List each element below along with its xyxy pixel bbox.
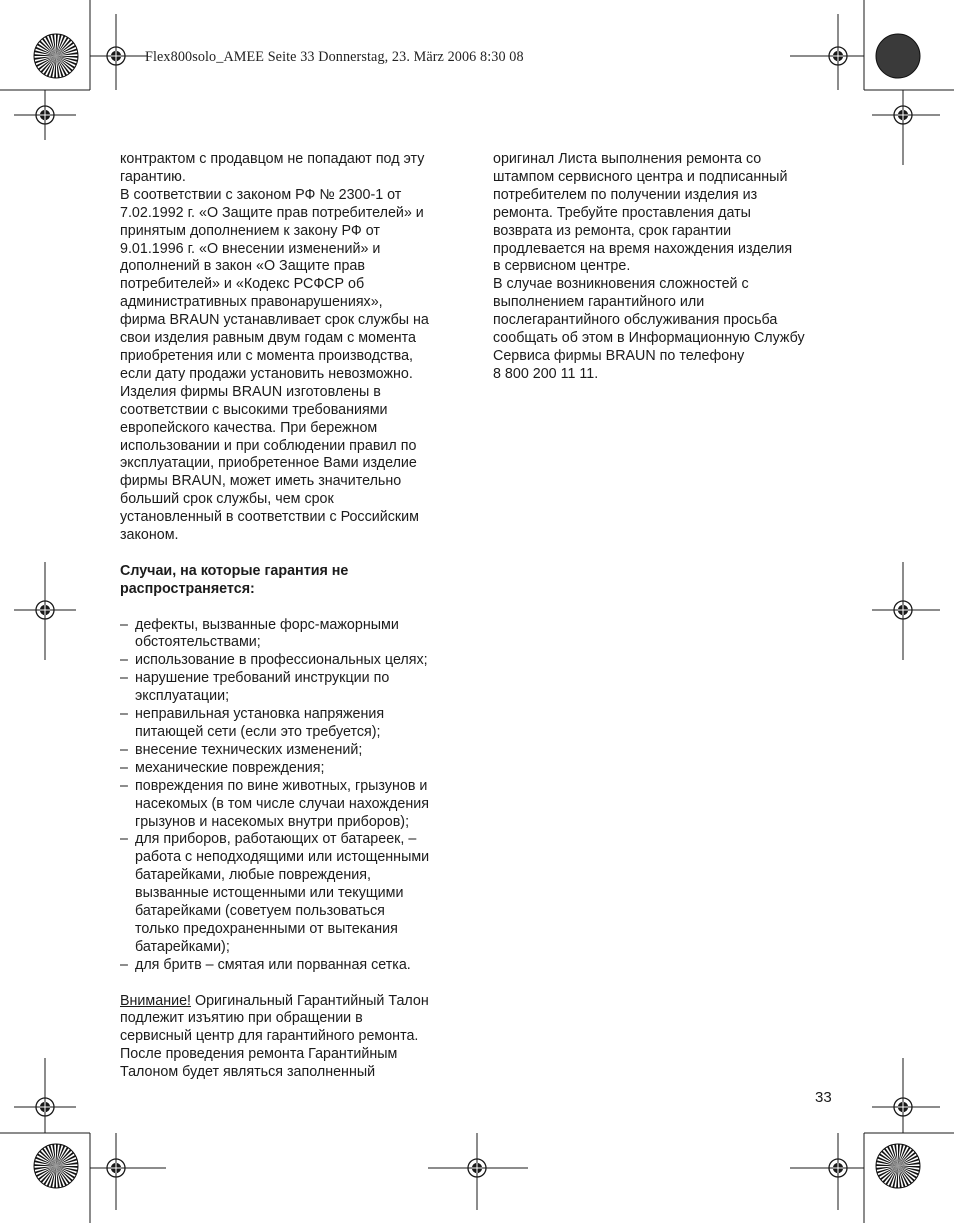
starburst-target [34,1144,78,1188]
warranty-intro-paragraph: контрактом с продавцом не попадают под эту гарантию. В соответствии с законом РФ № 2300-1 от 7.02.1992 г. «О Защите прав потребителей» и принятым дополнением к закону РФ от 9.01.1996 г. «О внесении изменений» и дополнений в закон «О Защите прав потребителей» и «Кодекс РСФСР об административных правонарушениях», фирма BRAUN устанавливает срок службы на свои изделия равным двум годам с момента приобретения или с момента производства, если дату продажи установить невозможно. Изделия фирмы BRAUN изготовлены в соответствии с высокими требованиями европейского качества. При бережном использовании и при соблюдении правил по эксплуатации, приобретенное Вами изделие фирмы BRAUN, может иметь значительно больший срок службы, чем срок установленный в соответствии с Российским законом. [120,151,429,544]
list-item: – неправильная установка напряжения питающей сети (если это требуется); [120,706,465,742]
list-item: – для бритв – смятая или порванная сетка. [120,957,465,975]
list-item: – повреждения по вине животных, грызунов и насекомых (в том числе случаи нахождения грызунов и насекомых внутри приборов); [120,778,465,832]
list-item: – для приборов, работающих от батареек, – работа с неподходящими или истощенными батарейками, любые повреждения, вызванные истощенными или текущими батарейками (советуем пользоваться только предохраненными от вытекания батарейками); [120,831,465,956]
print-slug-header: Flex800solo_AMEE Seite 33 Donnerstag, 23. März 2006 8:30 08 [145,49,524,65]
list-item: – использование в профессиональных целях; [120,652,465,670]
list-item: – нарушение требований инструкции по эксплуатации; [120,670,465,706]
starburst-target [876,1144,920,1188]
page-number: 33 [815,1089,832,1106]
left-text-column [120,151,465,1082]
list-item: – дефекты, вызванные форс-мажорными обстоятельствами; [120,617,465,653]
exclusions-heading: Случаи, на которые гарантия не распространяется: [120,562,349,597]
starburst-target [34,34,78,78]
attention-paragraph [120,993,465,1083]
attention-text: Оригинальный Гарантийный Талон подлежит изъятию при обращении в сервисный центр для гарантийного ремонта. После проведения ремонта Гарантийным Талоном будет являться заполненный [120,992,429,1081]
list-item: – внесение технических изменений; [120,742,465,760]
list-item: – механические повреждения; [120,760,465,778]
repair-info-paragraph: оригинал Листа выполнения ремонта со штампом сервисного центра и подписанный потребителем по получении изделия из ремонта. Требуйте проставления даты возврата из ремонта, срок гарантии продлевается на время нахождения изделия в сервисном центре. В случае возникновения сложностей с выполнением гарантийного или послегарантийного обслуживания просьба сообщать об этом в Информационную Службу Сервиса фирмы BRAUN по телефону 8 800 200 11 11. [493,151,805,382]
exclusions-list [120,617,465,975]
right-text-column [493,151,838,384]
attention-label: Внимание! [120,992,192,1009]
